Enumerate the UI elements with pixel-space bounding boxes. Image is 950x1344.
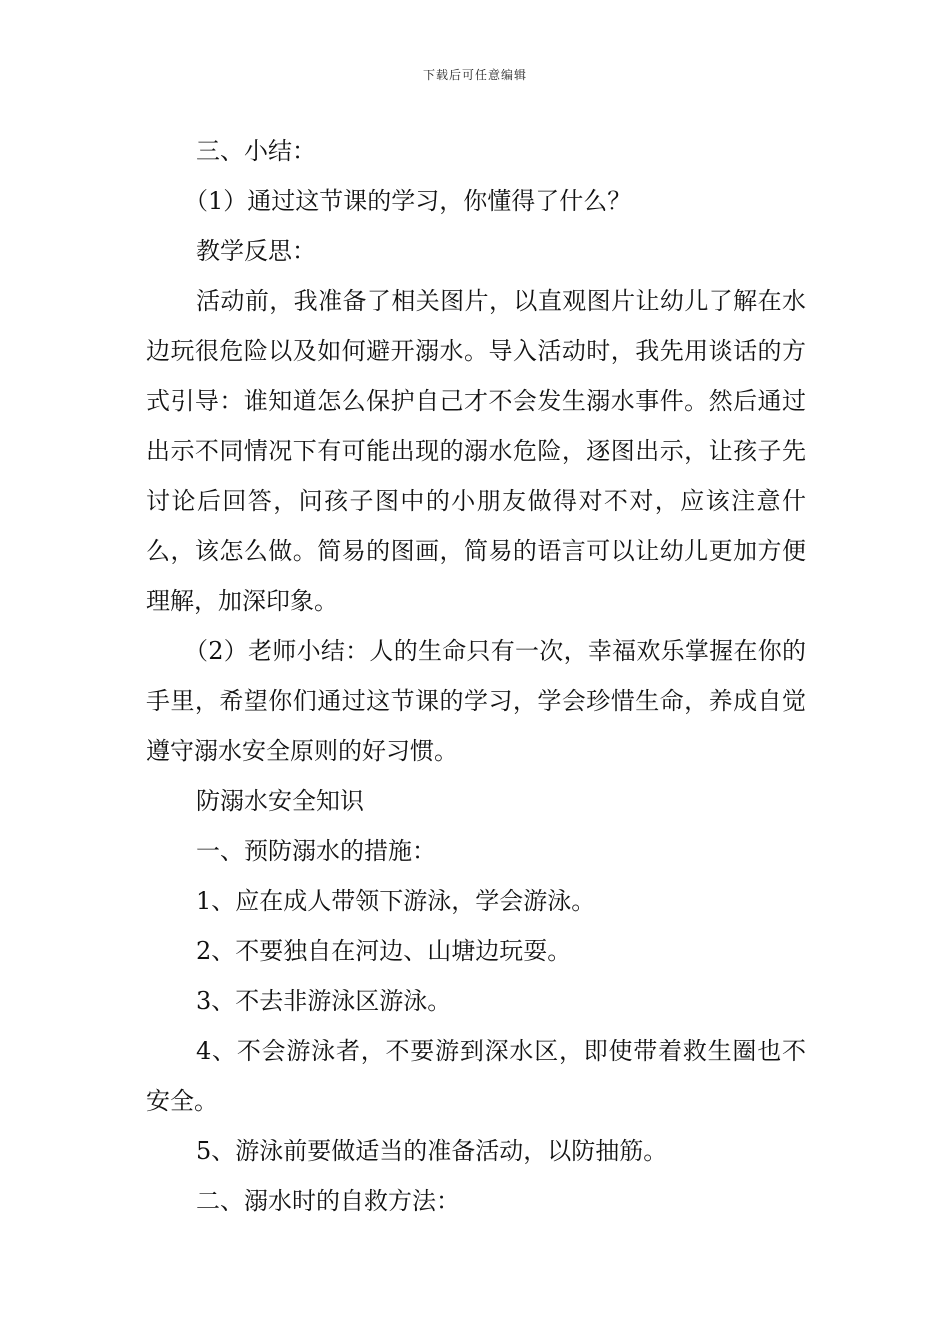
list-item: 4、不会游泳者，不要游到深水区，即使带着救生圈也不安全。 bbox=[146, 1037, 806, 1115]
self-rescue-heading: 二、溺水时的自救方法： bbox=[196, 1187, 460, 1215]
page-header-note: 下载后可任意编辑 bbox=[422, 68, 527, 82]
prevention-heading: 一、预防溺水的措施： bbox=[196, 837, 436, 865]
question-paragraph: （1）通过这节课的学习，你懂得了什么？ bbox=[184, 187, 632, 215]
teacher-summary-paragraph: （2）老师小结：人的生命只有一次，幸福欢乐掌握在你的手里，希望你们通过这节课的学习，学会珍惜生命，养成自觉遵守溺水安全原则的好习惯。 bbox=[146, 637, 806, 765]
section-heading-summary: 三、小结： bbox=[196, 137, 316, 165]
safety-knowledge-title: 防溺水安全知识 bbox=[196, 787, 364, 815]
list-item: 5、游泳前要做适当的准备活动，以防抽筋。 bbox=[196, 1137, 668, 1165]
reflection-paragraph: 活动前，我准备了相关图片，以直观图片让幼儿了解在水边玩很危险以及如何避开溺水。导入活动时，我先用谈话的方式引导：谁知道怎么保护自己才不会发生溺水事件。然后通过出示不同情况下有可能出现的溺水危险，逐图出示，让孩子先讨论后回答，问孩子图中的小朋友做得对不对，应该注意什么，该怎么做。简易的图画，简易的语言可以让幼儿更加方便理解，加深印象。 bbox=[146, 287, 806, 615]
list-item: 1、应在成人带领下游泳，学会游泳。 bbox=[196, 887, 596, 915]
list-item: 3、不去非游泳区游泳。 bbox=[196, 987, 452, 1015]
reflection-heading: 教学反思： bbox=[196, 237, 316, 265]
document-body bbox=[146, 126, 806, 1226]
list-item: 2、不要独自在河边、山塘边玩耍。 bbox=[196, 937, 572, 965]
